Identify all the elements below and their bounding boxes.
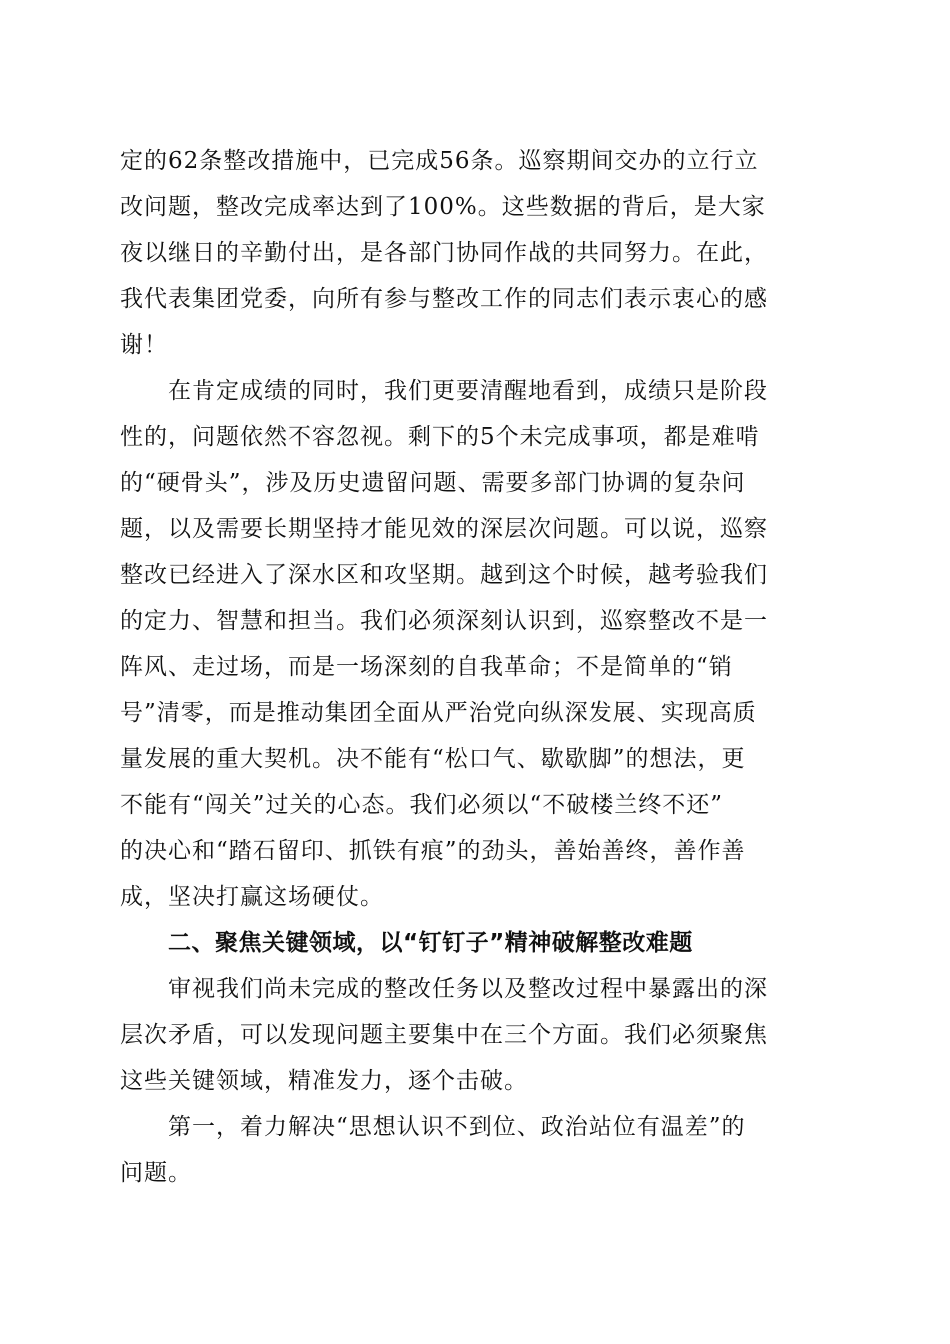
paragraph-line: 不能有“闯关”过关的心态。我们必须以“不破楼兰终不还”	[120, 792, 724, 818]
document-body	[120, 138, 830, 1196]
paragraph-line: 改问题，整改完成率达到了100%。这些数据的背后，是大家	[120, 194, 766, 220]
paragraph-line: 量发展的重大契机。决不能有“松口气、歇歇脚”的想法，更	[120, 746, 746, 772]
paragraph-achievements-summary	[120, 138, 830, 368]
paragraph-line: 题，以及需要长期坚持才能见效的深层次问题。可以说，巡察	[120, 516, 768, 542]
paragraph-line: 夜以继日的辛勤付出，是各部门协同作战的共同努力。在此，	[120, 240, 768, 266]
paragraph-line: 审视我们尚未完成的整改任务以及整改过程中暴露出的深	[168, 976, 768, 1002]
paragraph-line: 的定力、智慧和担当。我们必须深刻认识到，巡察整改不是一	[120, 608, 768, 634]
paragraph-key-areas	[120, 966, 830, 1104]
paragraph-line: 层次矛盾，可以发现问题主要集中在三个方面。我们必须聚焦	[120, 1022, 768, 1048]
paragraph-line: 号”清零，而是推动集团全面从严治党向纵深发展、实现高质	[120, 700, 757, 726]
section-heading-2	[120, 920, 830, 966]
paragraph-line: 我代表集团党委，向所有参与整改工作的同志们表示衷心的感	[120, 286, 768, 312]
paragraph-line: 这些关键领域，精准发力，逐个击破。	[120, 1068, 528, 1094]
paragraph-line: 整改已经进入了深水区和攻坚期。越到这个时候，越考验我们	[120, 562, 768, 588]
paragraph-first-point	[120, 1104, 830, 1196]
paragraph-line: 性的，问题依然不容忽视。剩下的5个未完成事项，都是难啃	[120, 424, 760, 450]
paragraph-line: 成，坚决打赢这场硬仗。	[120, 884, 384, 910]
paragraph-line: 问题。	[120, 1160, 192, 1186]
paragraph-line: 定的62条整改措施中，已完成56条。巡察期间交办的立行立	[120, 148, 759, 174]
paragraph-line: 的决心和“踏石留印、抓铁有痕”的劲头，善始善终，善作善	[120, 838, 746, 864]
paragraph-line: 阵风、走过场，而是一场深刻的自我革命；不是简单的“销	[120, 654, 733, 680]
paragraph-line: 在肯定成绩的同时，我们更要清醒地看到，成绩只是阶段	[168, 378, 768, 404]
paragraph-line: 第一，着力解决“思想认识不到位、政治站位有温差”的	[168, 1114, 746, 1140]
paragraph-remaining-issues	[120, 368, 830, 920]
section-heading-text: 二、聚焦关键领域，以“钉钉子”精神破解整改难题	[168, 930, 693, 956]
paragraph-line: 谢！	[120, 332, 168, 358]
paragraph-line: 的“硬骨头”，涉及历史遗留问题、需要多部门协调的复杂问	[120, 470, 746, 496]
